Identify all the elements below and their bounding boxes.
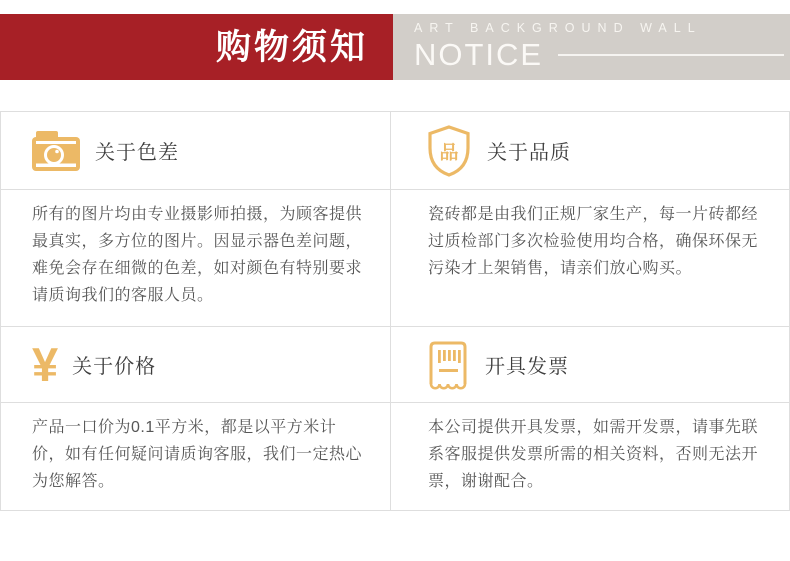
section-body-price: 产品一口价为0.1平方米，都是以平方米计价，如有任何疑问请质询客服，我们一定热心为您解答。: [1, 403, 391, 510]
notice-divider-line: [558, 54, 784, 56]
shopping-notice-banner: [0, 14, 790, 80]
invoice-icon: [426, 339, 470, 391]
section-header-invoice: [391, 327, 789, 403]
notice-label: NOTICE: [414, 37, 544, 72]
shield-icon: [426, 125, 472, 177]
shield-glyph: 品: [439, 142, 459, 163]
section-header-price: [1, 327, 391, 403]
banner-subtitle-en: ART BACKGROUND WALL: [414, 21, 702, 35]
section-title: 开具发票: [485, 356, 569, 378]
section-body-invoice: 本公司提供开具发票，如需开发票，请事先联系客服提供发票所需的相关资料，否则无法开票，谢谢配合。: [428, 419, 759, 490]
yuan-icon: ¥: [32, 338, 59, 391]
section-title: 关于色差: [95, 142, 179, 164]
section-header-color-difference: [1, 112, 391, 190]
notice-sections-grid: [0, 111, 790, 511]
banner-title: 购物须知: [215, 27, 368, 67]
section-body-color-difference: 所有的图片均由专业摄影师拍摄，为顾客提供最真实，多方位的图片。因显示器色差问题，难免会存在细微的色差，如对颜色有特别要求请质询我们的客服人员。: [1, 190, 391, 327]
section-title: 关于品质: [487, 142, 571, 164]
banner-gray-block: [393, 14, 790, 80]
section-body-quality: 瓷砖都是由我们正规厂家生产，每一片砖都经过质检部门多次检验使用均合格，确保环保无污染才上架销售，请亲们放心购买。: [391, 190, 789, 327]
notice-row: [414, 38, 784, 72]
section-header-quality: [391, 112, 789, 190]
camera-icon: [32, 131, 80, 171]
banner-red-block: [0, 14, 393, 80]
section-title: 关于价格: [72, 356, 157, 378]
